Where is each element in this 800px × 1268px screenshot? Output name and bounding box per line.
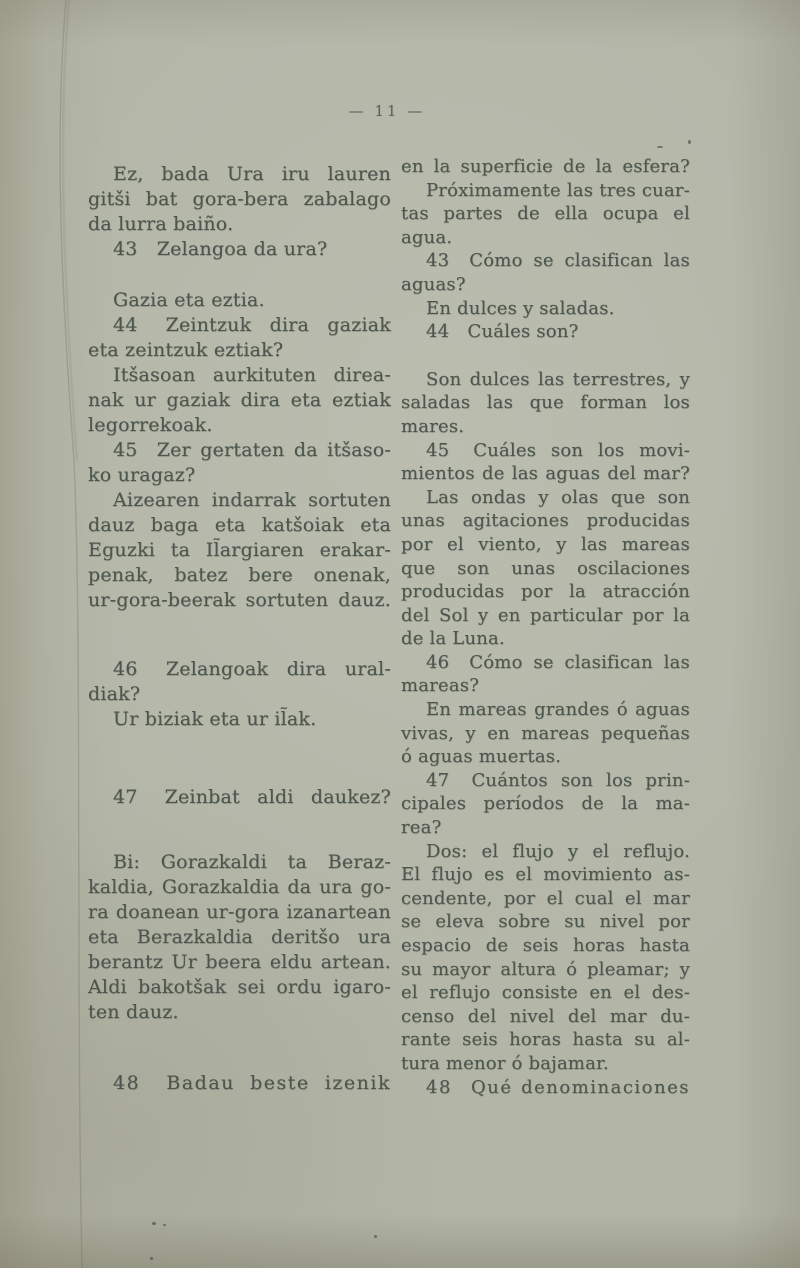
text-line: tas partes de ella ocupa el	[401, 203, 690, 225]
text-line: ó aguas muertas.	[401, 746, 562, 768]
text-line: 48 Qué denominaciones	[426, 1076, 690, 1098]
text-line: Ur biziak eta ur il̃ak.	[113, 708, 317, 730]
text-line: diak?	[88, 683, 141, 705]
text-line: su mayor altura ó pleamar; y	[401, 958, 690, 980]
text-line: producidas por la atracción	[401, 581, 690, 603]
text-line: 43 Zelangoa da ura?	[113, 238, 328, 260]
text-line: vivas, y en mareas pequeñas	[401, 722, 690, 744]
text-line: ko uragaz?	[88, 464, 196, 486]
text-line: eta Berazkaldia deritšo ura	[88, 926, 391, 948]
text-line: rea?	[401, 817, 442, 839]
text-line: 45 Cuáles son los movi-	[426, 439, 690, 461]
text-line: Itšasoan aurkituten direa-	[113, 364, 391, 386]
ink-speck	[150, 1257, 153, 1260]
text-line: Próximamente las tres cuar-	[426, 179, 690, 201]
ink-speck	[163, 1224, 166, 1226]
text-line: cipales períodos de la ma-	[401, 793, 690, 815]
text-line: Son dulces las terrestres, y	[426, 368, 690, 390]
text-line: en la superficie de la esfera?	[401, 156, 690, 177]
text-line: saladas las que forman los	[401, 392, 690, 414]
text-line: 47 Zeinbat aldi daukez?	[113, 786, 391, 808]
ink-speck	[688, 140, 691, 144]
text-line: cendente, por el cual el mar	[401, 887, 690, 909]
text-line: eta zeintzuk eztiak?	[88, 339, 284, 361]
ink-speck	[152, 1222, 156, 1225]
ink-speck	[374, 1235, 377, 1238]
text-line: rante seis horas hasta su al-	[401, 1029, 690, 1051]
text-line: 45 Zer gertaten da itšaso-	[113, 439, 391, 461]
ink-speck	[657, 146, 663, 148]
text-line: legorrekoak.	[88, 414, 213, 436]
text-line: berantz Ur beera eldu artean.	[88, 951, 391, 973]
text-line: 44 Cuáles son?	[426, 321, 579, 343]
text-line: dauz baga eta katšoiak eta	[88, 514, 391, 536]
text-line: 46 Zelangoak dira ural-	[113, 658, 391, 680]
text-line: Aldi bakotšak sei ordu igaro-	[88, 976, 391, 998]
page-number: — 11 —	[348, 102, 426, 120]
text-line: se eleva sobre su nivel por	[401, 911, 690, 933]
text-line: gitši bat gora-bera zabalago	[88, 188, 391, 210]
text-line: Dos: el flujo y el reflujo.	[426, 840, 690, 862]
text-line: de la Luna.	[401, 628, 505, 650]
text-line: por el viento, y las mareas	[401, 533, 690, 555]
text-line: 47 Cuántos son los prin-	[426, 769, 690, 791]
text-line: Bi: Gorazkaldi ta Beraz-	[113, 851, 391, 873]
spanish-column	[401, 155, 690, 1099]
text-line: censo del nivel del mar du-	[401, 1005, 690, 1027]
text-line: En mareas grandes ó aguas	[426, 699, 690, 721]
text-line: mareas?	[401, 675, 480, 697]
text-line: ra doanean ur-gora izanartean	[88, 901, 391, 923]
text-line: mares.	[401, 415, 465, 437]
text-line: ten dauz.	[88, 1001, 179, 1023]
text-line: 48 Badau beste izenik	[113, 1072, 391, 1094]
text-line: kaldia, Gorazkaldia da ura go-	[88, 876, 391, 898]
text-line: En dulces y saladas.	[426, 297, 615, 319]
text-line: tura menor ó bajamar.	[401, 1052, 609, 1074]
text-line: que son unas oscilaciones	[401, 557, 690, 579]
text-line: Gazia eta eztia.	[113, 289, 265, 311]
text-line: El flujo es el movimiento as-	[401, 864, 690, 886]
text-line: 43 Cómo se clasifican las	[426, 250, 690, 272]
text-line: Eguzki ta Il̃argiaren erakar-	[88, 539, 391, 561]
text-line: 44 Zeintzuk dira gaziak	[113, 314, 391, 336]
text-line: penak, batez bere onenak,	[88, 564, 391, 586]
text-line: nak ur gaziak dira eta eztiak	[88, 389, 391, 411]
text-line: Las ondas y olas que son	[426, 486, 690, 508]
text-line: unas agitaciones producidas	[401, 510, 690, 532]
basque-column	[88, 162, 391, 1096]
text-line: el reflujo consiste en el des-	[401, 982, 690, 1004]
text-line: Ez, bada Ura iru lauren	[113, 163, 391, 185]
text-line: mientos de las aguas del mar?	[401, 463, 690, 485]
text-line: Aizearen indarrak sortuten	[113, 489, 391, 511]
text-line: 46 Cómo se clasifican las	[426, 651, 690, 673]
text-line: del Sol y en particular por la	[401, 604, 690, 626]
text-line: espacio de seis horas hasta	[401, 935, 690, 956]
text-line: agua.	[401, 226, 453, 248]
text-line: aguas?	[401, 273, 466, 295]
text-line: ur-gora-beerak sortuten dauz.	[88, 589, 391, 611]
text-line: da lurra baiño.	[88, 213, 234, 235]
